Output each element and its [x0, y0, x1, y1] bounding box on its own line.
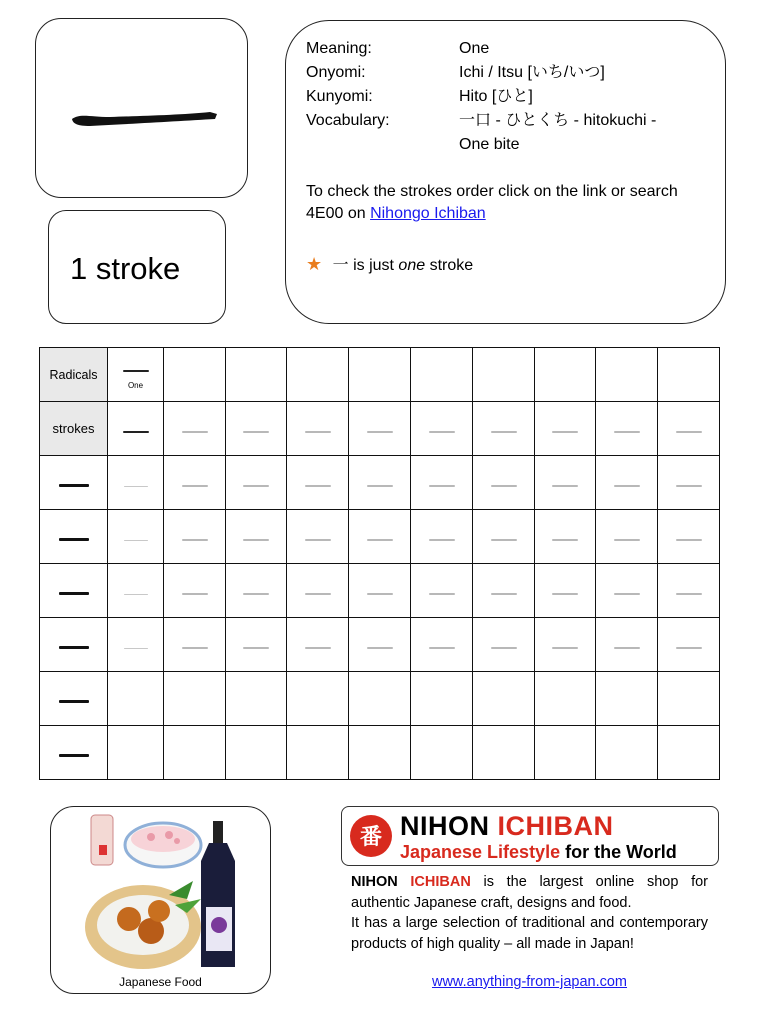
- trace-cell[interactable]: [108, 564, 164, 618]
- radical-name: One: [127, 381, 144, 390]
- trace-glyph: [614, 539, 640, 541]
- trace-glyph: [124, 594, 148, 595]
- trace-glyph: [429, 647, 455, 649]
- practice-cell[interactable]: [226, 726, 287, 780]
- trace-glyph: [552, 539, 578, 541]
- trace-cell[interactable]: [658, 618, 720, 672]
- grid-cell[interactable]: [226, 348, 287, 402]
- trace-glyph: [243, 539, 269, 541]
- meaning-value: One: [459, 40, 490, 57]
- desc-text-2: It has a large selection of traditional and contemporary products of high quality – all made in Japan!: [351, 915, 708, 952]
- stroke-trace-glyph: [429, 431, 455, 433]
- practice-cell[interactable]: [108, 672, 164, 726]
- trace-cell[interactable]: [349, 564, 411, 618]
- trace-cell[interactable]: [108, 618, 164, 672]
- practice-cell[interactable]: [596, 672, 658, 726]
- trace-cell[interactable]: [535, 564, 596, 618]
- model-cell: [40, 672, 108, 726]
- trace-glyph: [124, 540, 148, 541]
- trace-cell[interactable]: [658, 510, 720, 564]
- trace-cell[interactable]: [473, 510, 535, 564]
- stroke-trace-glyph: [614, 431, 640, 433]
- grid-cell[interactable]: [287, 348, 349, 402]
- practice-cell[interactable]: [473, 672, 535, 726]
- trace-glyph: [305, 485, 331, 487]
- stroke-trace-glyph: [367, 431, 393, 433]
- practice-cell[interactable]: [108, 726, 164, 780]
- trace-glyph: [491, 593, 517, 595]
- vocabulary-value-line1: 一口 - ひとくち - hitokuchi -: [459, 112, 657, 129]
- trace-glyph: [182, 485, 208, 487]
- trace-cell[interactable]: [226, 564, 287, 618]
- nihon-ichiban-logo-icon: [348, 813, 394, 859]
- practice-cell[interactable]: [658, 672, 720, 726]
- svg-text:番: 番: [359, 825, 383, 850]
- trace-cell[interactable]: [349, 456, 411, 510]
- trace-glyph: [367, 647, 393, 649]
- trace-glyph: [676, 539, 702, 541]
- grid-cell[interactable]: [349, 348, 411, 402]
- kunyomi-value: Hito [ひと]: [459, 88, 533, 105]
- stroke-glyph: [123, 431, 149, 433]
- tip-kanji: 一: [332, 257, 349, 274]
- stroke-count: 1 stroke: [70, 251, 181, 286]
- trace-glyph: [243, 647, 269, 649]
- trace-glyph: [552, 647, 578, 649]
- practice-cell[interactable]: [226, 672, 287, 726]
- stroke-cell: [226, 402, 287, 456]
- trace-glyph: [305, 593, 331, 595]
- trace-cell[interactable]: [164, 456, 226, 510]
- trace-glyph: [676, 485, 702, 487]
- practice-cell[interactable]: [164, 672, 226, 726]
- stroke-trace-glyph: [182, 431, 208, 433]
- trace-cell[interactable]: [411, 510, 473, 564]
- shop-url-link[interactable]: www.anything-from-japan.com: [431, 974, 628, 990]
- stroke-cell: [108, 402, 164, 456]
- trace-glyph: [491, 647, 517, 649]
- grid-cell[interactable]: [473, 348, 535, 402]
- trace-cell[interactable]: [164, 618, 226, 672]
- food-caption: Japanese Food: [119, 975, 202, 989]
- grid-cell[interactable]: [164, 348, 226, 402]
- shop-description: [351, 872, 708, 954]
- trace-cell[interactable]: [164, 510, 226, 564]
- desc-text-1: is the largest online shop for authentic Japanese craft, designs and food.: [351, 874, 709, 911]
- model-glyph: [59, 592, 89, 595]
- trace-glyph: [614, 647, 640, 649]
- tip-text-emphasis: one: [398, 257, 426, 274]
- trace-row: [40, 510, 720, 564]
- trace-glyph: [182, 593, 208, 595]
- practice-cell[interactable]: [287, 726, 349, 780]
- practice-cell[interactable]: [658, 726, 720, 780]
- model-glyph: [59, 538, 89, 541]
- trace-glyph: [429, 593, 455, 595]
- trace-cell[interactable]: [287, 564, 349, 618]
- trace-glyph: [676, 647, 702, 649]
- trace-cell[interactable]: [287, 456, 349, 510]
- banner-subtitle-world: for the World: [565, 842, 677, 862]
- meaning-label: Meaning:: [306, 40, 372, 57]
- kanji-stroke-glyph: [70, 105, 220, 129]
- banner-title-nihon: NIHON: [400, 811, 490, 841]
- stroke-cell: [473, 402, 535, 456]
- trace-glyph: [182, 539, 208, 541]
- trace-row: [40, 456, 720, 510]
- trace-cell[interactable]: [226, 456, 287, 510]
- trace-cell[interactable]: [596, 456, 658, 510]
- radical-glyph: [123, 370, 149, 372]
- trace-glyph: [243, 485, 269, 487]
- trace-cell[interactable]: [535, 456, 596, 510]
- desc-ichiban: ICHIBAN: [410, 874, 471, 890]
- radicals-label: Radicals: [40, 348, 108, 402]
- trace-cell[interactable]: [287, 510, 349, 564]
- kanji-display: [35, 18, 248, 198]
- grid-cell[interactable]: [411, 348, 473, 402]
- strokes-row: [40, 402, 720, 456]
- trace-glyph: [182, 647, 208, 649]
- practice-cell[interactable]: [164, 726, 226, 780]
- nihon-ichiban-banner[interactable]: [341, 806, 719, 866]
- trace-glyph: [124, 648, 148, 649]
- trace-glyph: [614, 485, 640, 487]
- trace-glyph: [491, 485, 517, 487]
- trace-cell[interactable]: [473, 456, 535, 510]
- stroke-trace-glyph: [676, 431, 702, 433]
- grid-cell[interactable]: [535, 348, 596, 402]
- banner-subtitle-lifestyle: Japanese Lifestyle: [400, 842, 561, 862]
- trace-cell[interactable]: [164, 564, 226, 618]
- shop-url-container: [351, 974, 708, 990]
- model-glyph: [59, 700, 89, 703]
- banner-title-ichiban: ICHIBAN: [497, 811, 614, 841]
- model-cell: [40, 726, 108, 780]
- stroke-cell: [596, 402, 658, 456]
- trace-glyph: [305, 647, 331, 649]
- strokes-label: strokes: [40, 402, 108, 456]
- practice-cell[interactable]: [535, 726, 596, 780]
- trace-cell[interactable]: [287, 618, 349, 672]
- stroke-trace-glyph: [243, 431, 269, 433]
- stroke-trace-glyph: [552, 431, 578, 433]
- grid-cell[interactable]: [658, 348, 720, 402]
- onyomi-label: Onyomi:: [306, 64, 366, 81]
- trace-row: [40, 564, 720, 618]
- trace-cell[interactable]: [473, 618, 535, 672]
- practice-grid: [39, 347, 720, 780]
- stroke-trace-glyph: [491, 431, 517, 433]
- stroke-order-note: [306, 181, 706, 225]
- trace-cell[interactable]: [108, 510, 164, 564]
- trace-glyph: [552, 593, 578, 595]
- trace-cell[interactable]: [596, 510, 658, 564]
- banner-subtitle: [400, 842, 677, 863]
- trace-row: [40, 618, 720, 672]
- practice-row: [40, 726, 720, 780]
- grid-cell[interactable]: [596, 348, 658, 402]
- trace-glyph: [124, 486, 148, 487]
- onyomi-value: Ichi / Itsu [いち/いつ]: [459, 64, 605, 81]
- trace-glyph: [243, 593, 269, 595]
- stroke-cell: [411, 402, 473, 456]
- trace-glyph: [552, 485, 578, 487]
- food-advert[interactable]: [50, 806, 271, 994]
- kunyomi-label: Kunyomi:: [306, 88, 373, 105]
- trace-cell[interactable]: [349, 618, 411, 672]
- trace-cell[interactable]: [596, 618, 658, 672]
- practice-row: [40, 672, 720, 726]
- model-cell: [40, 564, 108, 618]
- model-glyph: [59, 484, 89, 487]
- model-cell: [40, 510, 108, 564]
- trace-glyph: [367, 539, 393, 541]
- banner-title: [400, 811, 614, 842]
- stroke-cell: [164, 402, 226, 456]
- stroke-cell: [658, 402, 720, 456]
- trace-cell[interactable]: [226, 510, 287, 564]
- trace-glyph: [676, 593, 702, 595]
- vocabulary-label: Vocabulary:: [306, 112, 390, 129]
- trace-glyph: [429, 485, 455, 487]
- trace-cell[interactable]: [411, 564, 473, 618]
- trace-glyph: [305, 539, 331, 541]
- trace-cell[interactable]: [596, 564, 658, 618]
- desc-nihon: NIHON: [351, 874, 398, 890]
- stroke-trace-glyph: [305, 431, 331, 433]
- nihongo-ichiban-link[interactable]: Nihongo Ichiban: [370, 205, 486, 222]
- trace-cell[interactable]: [658, 564, 720, 618]
- stroke-order-text: To check the strokes order click on the link or search 4E00 on: [306, 183, 678, 222]
- vocabulary-value-line2: One bite: [459, 136, 520, 153]
- model-glyph: [59, 754, 89, 757]
- trace-glyph: [491, 539, 517, 541]
- kanji-info-panel: [285, 20, 726, 324]
- star-icon: ★: [306, 254, 323, 274]
- radicals-row: [40, 348, 720, 402]
- practice-cell[interactable]: [349, 672, 411, 726]
- trace-glyph: [367, 485, 393, 487]
- tip-text-pre: is just: [353, 257, 394, 274]
- practice-cell[interactable]: [411, 726, 473, 780]
- stroke-tip: [306, 253, 706, 277]
- trace-cell[interactable]: [349, 510, 411, 564]
- food-photo-illustration: [51, 807, 271, 975]
- stroke-cell: [287, 402, 349, 456]
- model-cell: [40, 618, 108, 672]
- stroke-cell: [535, 402, 596, 456]
- trace-cell[interactable]: [535, 618, 596, 672]
- trace-cell[interactable]: [473, 564, 535, 618]
- model-cell: [40, 456, 108, 510]
- trace-glyph: [614, 593, 640, 595]
- trace-cell[interactable]: [108, 456, 164, 510]
- trace-cell[interactable]: [226, 618, 287, 672]
- trace-cell[interactable]: [411, 456, 473, 510]
- practice-cell[interactable]: [349, 726, 411, 780]
- trace-cell[interactable]: [658, 456, 720, 510]
- practice-cell[interactable]: [411, 672, 473, 726]
- trace-glyph: [367, 593, 393, 595]
- model-glyph: [59, 646, 89, 649]
- tip-text-post: stroke: [429, 257, 474, 274]
- trace-cell[interactable]: [535, 510, 596, 564]
- trace-glyph: [429, 539, 455, 541]
- practice-cell[interactable]: [287, 672, 349, 726]
- radical-cell: [108, 348, 164, 402]
- stroke-cell: [349, 402, 411, 456]
- stroke-count-box: [48, 210, 226, 324]
- practice-cell[interactable]: [473, 726, 535, 780]
- practice-cell[interactable]: [535, 672, 596, 726]
- trace-cell[interactable]: [411, 618, 473, 672]
- practice-cell[interactable]: [596, 726, 658, 780]
